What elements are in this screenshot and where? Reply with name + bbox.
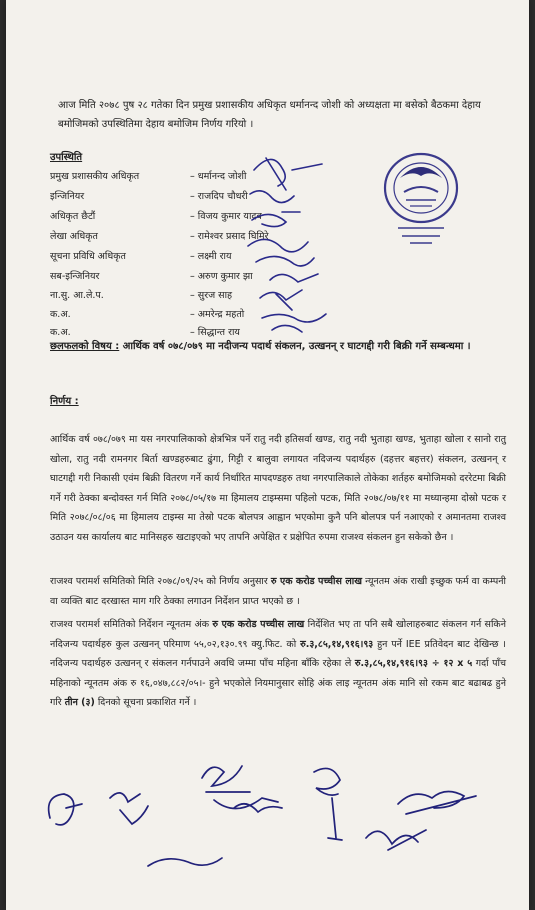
subject-text: आर्थिक वर्ष ०७८/०७९ मा नदीजन्य पदार्थ संकलन, उत्खनन् र घाटगद्दी गरी बिक्री गर्ने सम्बन्धमा ।: [119, 341, 471, 352]
bottom-signatures-icon: [36, 758, 506, 878]
attendee-name: – विजय कुमार यादव: [190, 211, 262, 222]
attendee-role: लेखा अधिकृत: [50, 231, 98, 242]
attendee-signatures-icon: [242, 150, 332, 340]
attendee-name: – सुरज साह: [190, 290, 233, 301]
attendee-role: प्रमुख प्रशासकीय अधिकृत: [50, 171, 140, 182]
office-stamp-icon: [380, 148, 462, 248]
attendee-name: – अरुण कुमार झा: [190, 271, 253, 282]
attendee-name: – सिद्धान्त राय: [190, 327, 240, 338]
amount-highlight: रु.३,८५,१४,९१६।९३ ÷ १२ x ५: [354, 658, 473, 669]
attendee-role: क.अ.: [50, 327, 71, 338]
attendee-name: – राजदिप चौधरी: [190, 191, 248, 202]
attendee-role: ना.सु. आ.ले.प.: [50, 290, 104, 301]
amount-highlight: रु एक करोड पच्चीस लाख: [212, 619, 305, 630]
subject-label: छलफलको विषय :: [50, 341, 120, 352]
amount-highlight: रु एक करोड पच्चीस लाख: [270, 576, 363, 587]
attendee-role: इन्जिनियर: [50, 191, 85, 202]
meeting-subject: [50, 338, 500, 356]
paragraph-text: गर्दा पाँच महिनाको न्यूनतम अंक रु १६,०४७,८८२/०५।- हुने भएकोले नियमानुसार सोहि अंक लाइ न्यूनतम अंक मानि सो रकम बाट बढाबढ हुने गरि: [50, 658, 507, 708]
paragraph-text: राजश्व परामर्श समितिको निर्देशन न्यूनतम अंक: [50, 619, 213, 630]
amount-highlight: रु.३,८५,१४,९१६।९३: [300, 638, 374, 650]
intro-text: आज मिति २०७८ पुष २८ गतेका दिन प्रमुख प्रशासकीय अधिकृत धर्मानन्द जोशी को अध्यक्षता मा बसेको बैठकमा देहाय बमोजिमको उपस्थितिमा देहाय बमोजिम निर्णय गरियो ।: [58, 100, 481, 130]
amount-highlight: तीन (३): [64, 697, 95, 708]
attendee-name: – अमरेन्द्र महतो: [190, 309, 245, 320]
paragraph-text: दिनको सूचना प्रकाशित गर्ने ।: [94, 697, 197, 708]
paragraph-text: राजश्व परामर्श समितिको मिति २०७८/०९/२५ को निर्णय अनुसार: [50, 576, 271, 587]
attendee-role: क.अ.: [50, 309, 71, 320]
attendee-name: – धर्मानन्द जोशी: [190, 171, 247, 182]
attendee-name: – लक्ष्मी राय: [190, 251, 232, 262]
paragraph-text: न्यूनतम अंक राखी इच्छुक फर्म वा कम्पनी वा व्यक्ति बाट दरखास्त माग गरि ठेक्का लगाउन निर्देशन प्राप्त भएको छ ।: [50, 576, 506, 607]
attendance-title: उपस्थिति: [50, 152, 83, 163]
attendee-role: सब-इन्जिनियर: [50, 271, 100, 282]
decision-title: निर्णय :: [50, 396, 79, 407]
paragraph-text: निर्देशित भए ता पनि सबै खोलाहरुबाट संकलन गर्न सकिने नदिजन्य पदार्थहरु कुल उत्खनन् परिमाण ५५,०२,१३०.९९ क्यु.फिट. को: [50, 619, 506, 650]
paragraph-text: हुन पर्ने IEE प्रतिवेदन बाट देखिन्छ । नदिजन्य पदार्थहरु उत्खनन् र संकलन गर्नपाउने अवधि जम्मा पाँच महिना बाँकि रहेका ले: [50, 638, 506, 669]
attendee-role: अधिकृत छैटौं: [50, 211, 96, 222]
attendee-name: – रामेश्वर प्रसाद घिमिरे: [190, 231, 269, 242]
decision-paragraph: [50, 615, 506, 713]
decision-paragraph: [50, 572, 506, 611]
decision-paragraph: आर्थिक वर्ष ०७८/०७९ मा यस नगरपालिकाको क्षेत्रभित्र पर्ने रातु नदी हतिसर्वा खण्ड, रातु नदी भुताहा खण्ड, भुताहा खोला र सानो रातु खोला, रातु नदी रामनगर बिर्ता खण्डहरुबाट ढुंगा, गिट्टी र बालुवा लगायत नदिजन्य पदार्थहरु (दहत्तर बहत्तर) संकलन, उत्खनन् र घाटगद्दी गरी निकासी एवंम बिक्री वितरण गर्ने कार्य निर्धारित मापदण्डहरु तथा नगरपालिकाले तोकेका शर्तहरु बमोजिमको दररेटमा बिक्री गर्ने गरी ठेक्का बन्दोवस्त गर्न मिति २०७८/०५/१७ मा हिमालय टाइम्समा पहिलो पटक, मिति २०७८/०७/११ मा मध्यान्हमा दोस्रो पटक र मिति २०७८/०८/०६ मा हिमालय टाइम्स मा तेस्रो पटक बोलपत्र आह्वान भएकोमा कुनै पनि बोलपत्र पर्न नआएको र अमानतमा राजश्व उठाउन यस कार्यालय बाट मानिसहरु खटाइएको भए तापनि अपेक्षित र प्रक्षेपित रुपमा राजश्व संकलन हुन सकेको छैन ।: [50, 434, 506, 543]
attendee-role: सूचना प्रविधि अधिकृत: [50, 251, 126, 262]
document-page: [6, 0, 529, 910]
